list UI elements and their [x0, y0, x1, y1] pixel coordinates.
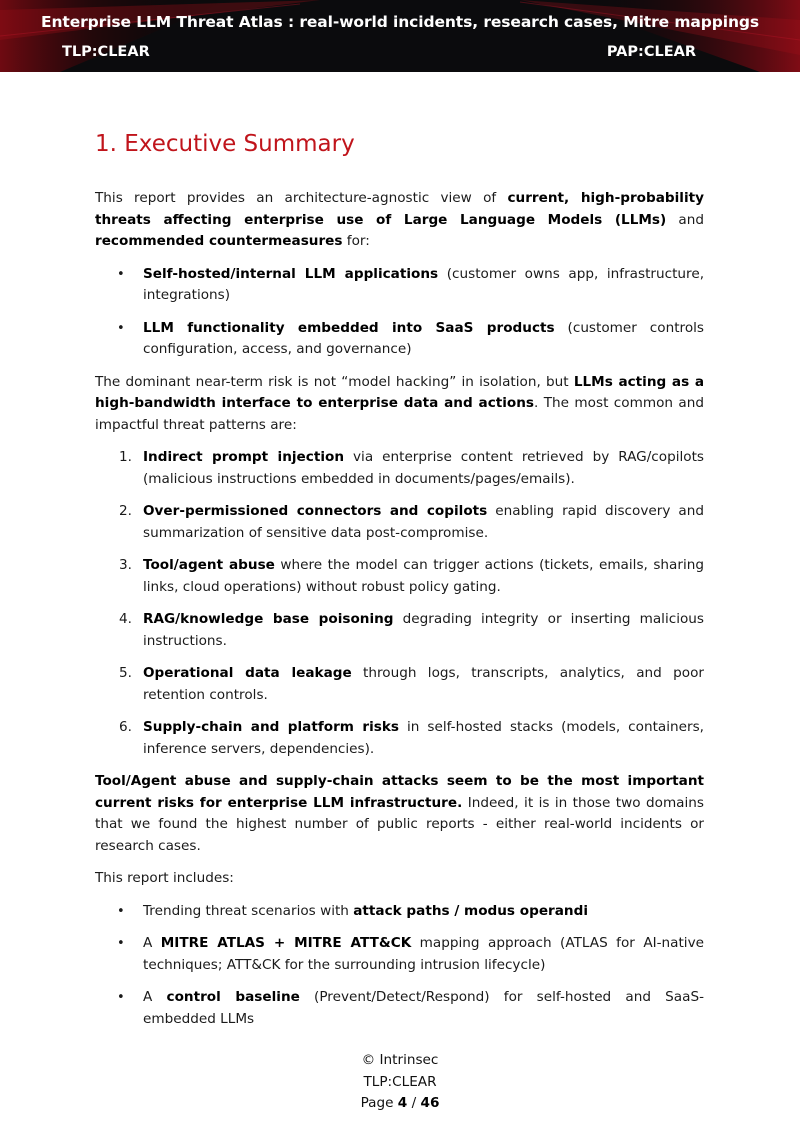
list-item	[95, 318, 704, 361]
list-item	[95, 501, 704, 544]
list-number: 1.	[119, 449, 132, 465]
list-item-text: enabling rapid discovery and summarization of sensitive data post-compromise.	[143, 503, 704, 541]
list-item-bold: Indirect prompt injection	[143, 449, 345, 465]
risk-bold: LLMs acting as a high-bandwidth interface to enterprise data and actions	[95, 373, 704, 411]
list-item-text: (customer controls configuration, access, and governance)	[143, 319, 704, 357]
key-finding-text: Indeed, it is in those two domains that we found the highest number of public reports - either real-world incidents or research cases.	[95, 794, 704, 854]
risk-text-2: . The most common and impactful threat patterns are:	[95, 395, 704, 433]
includes-list	[95, 901, 704, 1031]
header-title: Enterprise LLM Threat Atlas : real-world incidents, research cases, Mitre mappings	[40, 13, 760, 31]
list-item-bold: Over-permissioned connectors and copilots	[143, 503, 488, 519]
footer-tlp: TLP:CLEAR	[363, 1073, 437, 1090]
list-item	[95, 933, 704, 976]
list-item	[95, 555, 704, 598]
list-item-text: Trending threat scenarios with	[143, 902, 354, 919]
intro-paragraph	[95, 188, 704, 253]
page-total: 46	[420, 1095, 440, 1111]
list-item-text: mapping approach (ATLAS for AI-native techniques; ATT&CK for the surrounding intrusion lifecycle)	[143, 935, 704, 973]
list-item	[95, 901, 704, 923]
list-number: 3.	[119, 557, 132, 573]
page-number	[0, 1093, 800, 1115]
list-item-text: where the model can trigger actions (tickets, emails, sharing links, cloud operations) without robust policy gating.	[143, 557, 704, 595]
page-separator: /	[407, 1095, 421, 1111]
header-tlp-label: TLP:CLEAR	[62, 44, 150, 60]
list-item	[95, 663, 704, 706]
list-item-bold: Operational data leakage	[143, 665, 352, 681]
key-finding-bold: Tool/Agent abuse and supply-chain attacks seem to be the most important current risks for enterprise LLM infrastructure.	[95, 773, 704, 811]
bullet-icon: •	[117, 990, 125, 1005]
header-pap-label: PAP:CLEAR	[606, 44, 696, 60]
list-number: 6.	[119, 719, 132, 735]
list-item-text: via enterprise content retrieved by RAG/copilots (malicious instructions embedded in documents/pages/emails).	[143, 449, 704, 487]
bullet-icon: •	[117, 266, 125, 282]
scope-list	[95, 264, 704, 361]
bullet-icon: •	[117, 320, 125, 336]
list-number: 2.	[119, 503, 132, 519]
list-item-text: A	[143, 989, 167, 1005]
page-label: Page	[360, 1095, 398, 1111]
threat-list	[95, 447, 704, 760]
page-current: 4	[397, 1095, 408, 1111]
list-item-text: degrading integrity or inserting malicious instructions.	[143, 611, 704, 649]
document-body	[95, 128, 704, 1041]
list-item	[95, 264, 704, 307]
footer-copyright: © Intrinsec	[361, 1052, 439, 1068]
intro-text-1: This report provides an architecture-agnostic view of	[95, 190, 508, 206]
list-item-bold: Supply-chain and platform risks	[143, 719, 399, 735]
section-heading: 1. Executive Summary	[95, 131, 355, 157]
list-item	[95, 987, 704, 1030]
list-item-bold: control baseline	[166, 989, 300, 1005]
risk-text-1: The dominant near-term risk is not “model hacking” in isolation, but	[95, 373, 574, 390]
list-item-bold: attack paths / modus operandi	[353, 902, 588, 919]
list-item-bold: RAG/knowledge base poisoning	[143, 611, 394, 627]
list-item-text: A	[143, 935, 161, 951]
list-number: 5.	[119, 665, 132, 681]
includes-intro: This report includes:	[95, 870, 234, 886]
list-item-bold: Tool/agent abuse	[143, 557, 275, 573]
bullet-icon: •	[117, 936, 125, 951]
list-number: 4.	[119, 611, 132, 627]
list-item-text: (customer owns app, infrastructure, integrations)	[143, 265, 705, 303]
page-footer	[0, 1050, 800, 1115]
list-item-text: in self-hosted stacks (models, containers, inference servers, dependencies).	[143, 719, 704, 757]
key-finding-paragraph	[95, 771, 704, 857]
list-item-text: through logs, transcripts, analytics, and poor retention controls.	[143, 665, 704, 703]
intro-bold-2: recommended countermeasures	[95, 233, 343, 249]
list-item	[95, 447, 704, 490]
page-header	[0, 0, 800, 72]
intro-text-3: for:	[342, 233, 370, 249]
list-item-bold: LLM functionality embedded into SaaS products	[143, 319, 555, 336]
list-item	[95, 609, 704, 652]
intro-text-2: and	[666, 211, 704, 228]
list-item	[95, 717, 704, 760]
risk-paragraph	[95, 372, 704, 437]
bullet-icon: •	[117, 903, 125, 919]
list-item-bold: MITRE ATLAS + MITRE ATT&CK	[160, 935, 412, 951]
intro-bold-1: current, high-probability threats affecting enterprise use of Large Language Models (LLMs)	[95, 190, 704, 228]
list-item-bold: Self-hosted/internal LLM applications	[143, 265, 439, 282]
list-item-text: (Prevent/Detect/Respond) for self-hosted and SaaS-embedded LLMs	[143, 989, 704, 1027]
